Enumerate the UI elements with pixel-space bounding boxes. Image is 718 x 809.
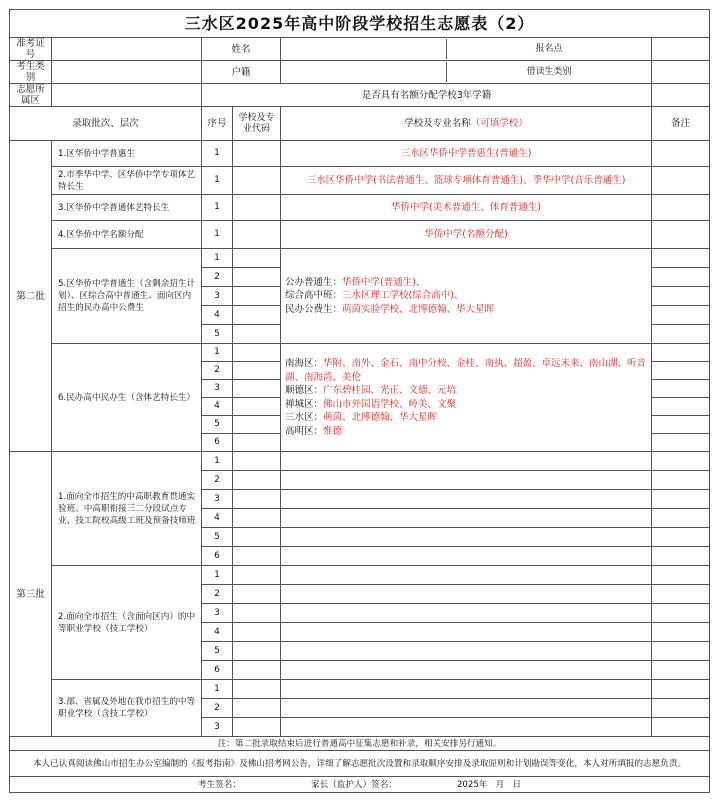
- remark-field[interactable]: [652, 452, 710, 471]
- remark-field[interactable]: [652, 249, 710, 268]
- remark-field[interactable]: [652, 434, 710, 452]
- batch2-category: 3.区华侨中学普通体艺特长生: [52, 195, 202, 221]
- code-field[interactable]: [233, 380, 281, 398]
- code-field[interactable]: [233, 623, 281, 642]
- code-field[interactable]: [233, 362, 281, 380]
- col-header-code: 学校及专业代码: [233, 107, 281, 141]
- option-value: 佛山市外国语学校、岭美、文聚: [323, 398, 457, 410]
- school-field[interactable]: [281, 509, 652, 528]
- school-option-line: [285, 303, 647, 317]
- quota-field[interactable]: [652, 84, 710, 107]
- col-header-batch: 录取批次、层次: [10, 107, 202, 141]
- date-label: 2025年 月 日: [456, 779, 521, 790]
- code-field[interactable]: [233, 547, 281, 566]
- seq-number: 2: [202, 268, 233, 287]
- school-choice: 华侨中学(美术普通生、体育普通生): [281, 195, 652, 221]
- remark-field[interactable]: [652, 287, 710, 306]
- remark-field[interactable]: [652, 528, 710, 547]
- school-field[interactable]: [281, 699, 652, 718]
- name-field[interactable]: [281, 38, 652, 61]
- seq-number: 3: [202, 490, 233, 509]
- code-field[interactable]: [233, 471, 281, 490]
- seq-number: 1: [202, 221, 233, 249]
- school-field[interactable]: [281, 490, 652, 509]
- seq-number: 1: [202, 141, 233, 167]
- school-field[interactable]: [281, 585, 652, 604]
- school-field[interactable]: [281, 547, 652, 566]
- school-field[interactable]: [281, 661, 652, 680]
- residence-label: 户籍: [202, 61, 281, 84]
- remark-field[interactable]: [652, 221, 710, 249]
- school-option-line: [285, 425, 647, 439]
- seq-number: 2: [202, 699, 233, 718]
- option-value: 华附、南外、金石、南中分校、金桂、南执、超盈、卓远未来、南山湖、听音湖、南海湾、美伦: [285, 358, 647, 383]
- remark-field[interactable]: [652, 416, 710, 434]
- school-field[interactable]: [281, 528, 652, 547]
- code-field[interactable]: [233, 434, 281, 452]
- col-header-seq: 序号: [202, 107, 233, 141]
- footer-note: 注：第二批录取结束后进行普通高中征集志愿和补录，相关安排另行通知。: [10, 737, 710, 751]
- seq-number: 5: [202, 416, 233, 434]
- school-field[interactable]: [281, 642, 652, 661]
- seq-number: 6: [202, 661, 233, 680]
- school-option-line: [285, 276, 647, 290]
- seq-number: 3: [202, 380, 233, 398]
- batch2-label: 第二批: [10, 141, 52, 452]
- quota-label: 是否具有名额分配学校3年学籍: [202, 84, 652, 107]
- school-field[interactable]: [281, 680, 652, 699]
- code-field[interactable]: [233, 249, 281, 268]
- batch3-label: 第三批: [10, 452, 52, 737]
- batch2-category: 1.区华侨中学普惠生: [52, 141, 202, 167]
- remark-field[interactable]: [652, 680, 710, 699]
- code-field[interactable]: [233, 490, 281, 509]
- remark-field[interactable]: [652, 509, 710, 528]
- school-field[interactable]: [281, 718, 652, 737]
- option-label: 公办普通生：: [285, 276, 343, 288]
- col-header-school: [281, 107, 652, 141]
- application-form-table: [9, 9, 710, 793]
- seq-number: 5: [202, 325, 233, 344]
- school-choice: 三水区华侨中学(书法普通生、篮球专项体育普通生)、季华中学(音乐普通生): [281, 167, 652, 195]
- school-choice: 华侨中学(名额分配): [281, 221, 652, 249]
- remark-field[interactable]: [652, 547, 710, 566]
- option-value: 萌茵实验学校、北博德翰、华大星晖: [342, 303, 495, 315]
- option-label: 南海区：: [285, 358, 324, 369]
- remark-field[interactable]: [652, 195, 710, 221]
- option-label: 高明区：: [285, 425, 324, 437]
- code-field[interactable]: [233, 287, 281, 306]
- remark-field[interactable]: [652, 325, 710, 344]
- site-label: 报名点: [535, 43, 563, 54]
- option-value: 萌茵、北博德翰、华大星晖: [323, 412, 438, 423]
- batch2-category: 2.市季华中学、区华侨中学专项体艺特长生: [52, 167, 202, 195]
- school-field[interactable]: [281, 566, 652, 585]
- seq-number: 4: [202, 398, 233, 416]
- remark-field[interactable]: [652, 398, 710, 416]
- code-field[interactable]: [233, 680, 281, 699]
- option-value: 广东碧桂园、光正、文德、元培: [323, 385, 457, 396]
- school-field[interactable]: [281, 452, 652, 471]
- school-choice: 三水区华侨中学普惠生(普通生): [281, 141, 652, 167]
- batch2-category: 5.区华侨中学普通生（含剩余招生计划）、区综合高中普通生、面向区内招生的民办高中公费生: [52, 249, 202, 344]
- remark-field[interactable]: [652, 566, 710, 585]
- code-field[interactable]: [233, 718, 281, 737]
- remark-field[interactable]: [652, 585, 710, 604]
- remark-field[interactable]: [652, 490, 710, 509]
- code-field[interactable]: [233, 344, 281, 362]
- seq-number: 4: [202, 306, 233, 325]
- option-label: 顺德区：: [285, 385, 324, 396]
- parent-signature-label: 家长（监护人）签名：: [311, 779, 397, 790]
- residence-input[interactable]: [281, 62, 447, 82]
- seq-number: 1: [202, 452, 233, 471]
- option-label: 禅城区：: [285, 398, 324, 410]
- batch2-category: 6.民办高中民办生（含体艺特长生）: [52, 344, 202, 452]
- category-label: 考生类别: [10, 61, 52, 84]
- code-field[interactable]: [233, 699, 281, 718]
- student-signature-label: 考生签名：: [198, 779, 241, 790]
- code-field[interactable]: [233, 325, 281, 344]
- school-field[interactable]: [281, 471, 652, 490]
- batch2-category: 4.区华侨中学名额分配: [52, 221, 202, 249]
- seq-number: 5: [202, 528, 233, 547]
- seq-number: 1: [202, 344, 233, 362]
- name-input[interactable]: [281, 39, 447, 59]
- remark-field[interactable]: [652, 268, 710, 287]
- seq-number: 6: [202, 434, 233, 452]
- remark-field[interactable]: [652, 362, 710, 380]
- code-field[interactable]: [233, 221, 281, 249]
- name-label: 姓名: [202, 38, 281, 61]
- option-value: 惟德: [323, 425, 343, 437]
- remark-field[interactable]: [652, 699, 710, 718]
- code-field[interactable]: [233, 416, 281, 434]
- code-field[interactable]: [233, 528, 281, 547]
- site-field[interactable]: [652, 38, 710, 61]
- region-label: 志愿所属区: [10, 84, 52, 107]
- option-value: 三水区理工学校(综合高中)、: [342, 290, 464, 302]
- seq-number: 1: [202, 195, 233, 221]
- batch3-category: 1.面向全市招生的中高职教育贯通实验班、中高职衔接三二分段试点专业、技工院校高级工班及预备技师班: [52, 452, 202, 566]
- code-field[interactable]: [233, 566, 281, 585]
- code-field[interactable]: [233, 604, 281, 623]
- code-field[interactable]: [233, 167, 281, 195]
- remark-field[interactable]: [652, 718, 710, 737]
- school-field[interactable]: [281, 623, 652, 642]
- school-choice-list: [281, 249, 652, 344]
- school-option-line: [285, 289, 647, 303]
- school-option-line: [285, 398, 647, 412]
- school-option-line: [285, 384, 647, 398]
- declaration-text: 本人已认真阅读佛山市招生办公室编制的《报考指南》及佛山招考网公告，详细了解志愿批次设置和录取顺序安排及录取原则和计划勘误等变化，本人对所填报的志愿负责。: [10, 751, 710, 777]
- borrow-field[interactable]: [652, 61, 710, 84]
- code-field[interactable]: [233, 642, 281, 661]
- school-header-note: （可填学校）: [470, 118, 528, 129]
- remark-field[interactable]: [652, 623, 710, 642]
- remark-field[interactable]: [652, 344, 710, 362]
- code-field[interactable]: [233, 452, 281, 471]
- seq-number: 2: [202, 585, 233, 604]
- code-field[interactable]: [233, 661, 281, 680]
- remark-field[interactable]: [652, 471, 710, 490]
- seq-number: 2: [202, 362, 233, 380]
- school-option-line: [285, 411, 647, 425]
- col-header-remark: 备注: [652, 107, 710, 141]
- remark-field[interactable]: [652, 141, 710, 167]
- option-label: 综合高中班：: [285, 290, 343, 302]
- remark-field[interactable]: [652, 167, 710, 195]
- code-field[interactable]: [233, 141, 281, 167]
- exam-id-field[interactable]: [52, 38, 202, 61]
- seq-number: 1: [202, 566, 233, 585]
- remark-field[interactable]: [652, 661, 710, 680]
- school-option-line: [285, 357, 647, 384]
- seq-number: 2: [202, 471, 233, 490]
- code-field[interactable]: [233, 268, 281, 287]
- school-field[interactable]: [281, 604, 652, 623]
- option-value: 华侨中学(普通生)、: [342, 276, 426, 288]
- remark-field[interactable]: [652, 604, 710, 623]
- remark-field[interactable]: [652, 380, 710, 398]
- seq-number: 4: [202, 509, 233, 528]
- seq-number: 3: [202, 718, 233, 737]
- form-title: 三水区2025年高中阶段学校招生志愿表（2）: [10, 10, 710, 38]
- school-choice-list: [281, 344, 652, 452]
- seq-number: 3: [202, 287, 233, 306]
- seq-number: 5: [202, 642, 233, 661]
- remark-field[interactable]: [652, 642, 710, 661]
- category-field[interactable]: [52, 61, 202, 84]
- borrow-label: 借读生类别: [526, 66, 572, 77]
- code-field[interactable]: [233, 306, 281, 325]
- code-field[interactable]: [233, 195, 281, 221]
- signature-row: [10, 777, 710, 793]
- code-field[interactable]: [233, 509, 281, 528]
- residence-field[interactable]: [281, 61, 652, 84]
- seq-number: 4: [202, 623, 233, 642]
- seq-number: 6: [202, 547, 233, 566]
- seq-number: 1: [202, 167, 233, 195]
- remark-field[interactable]: [652, 306, 710, 325]
- seq-number: 1: [202, 680, 233, 699]
- option-label: 民办公费生：: [285, 303, 343, 315]
- seq-number: 3: [202, 604, 233, 623]
- batch3-category: 2.面向全市招生（含面向区内）的中等职业学校（技工学校）: [52, 566, 202, 680]
- code-field[interactable]: [233, 585, 281, 604]
- seq-number: 1: [202, 249, 233, 268]
- exam-id-label: 准考证号: [10, 38, 52, 61]
- school-header-text: 学校及专业名称: [404, 118, 471, 129]
- code-field[interactable]: [233, 398, 281, 416]
- batch3-category: 3.部、省属及外地在我市招生的中等职业学校（含技工学校）: [52, 680, 202, 737]
- region-field[interactable]: [52, 84, 202, 107]
- option-label: 三水区：: [285, 412, 324, 423]
